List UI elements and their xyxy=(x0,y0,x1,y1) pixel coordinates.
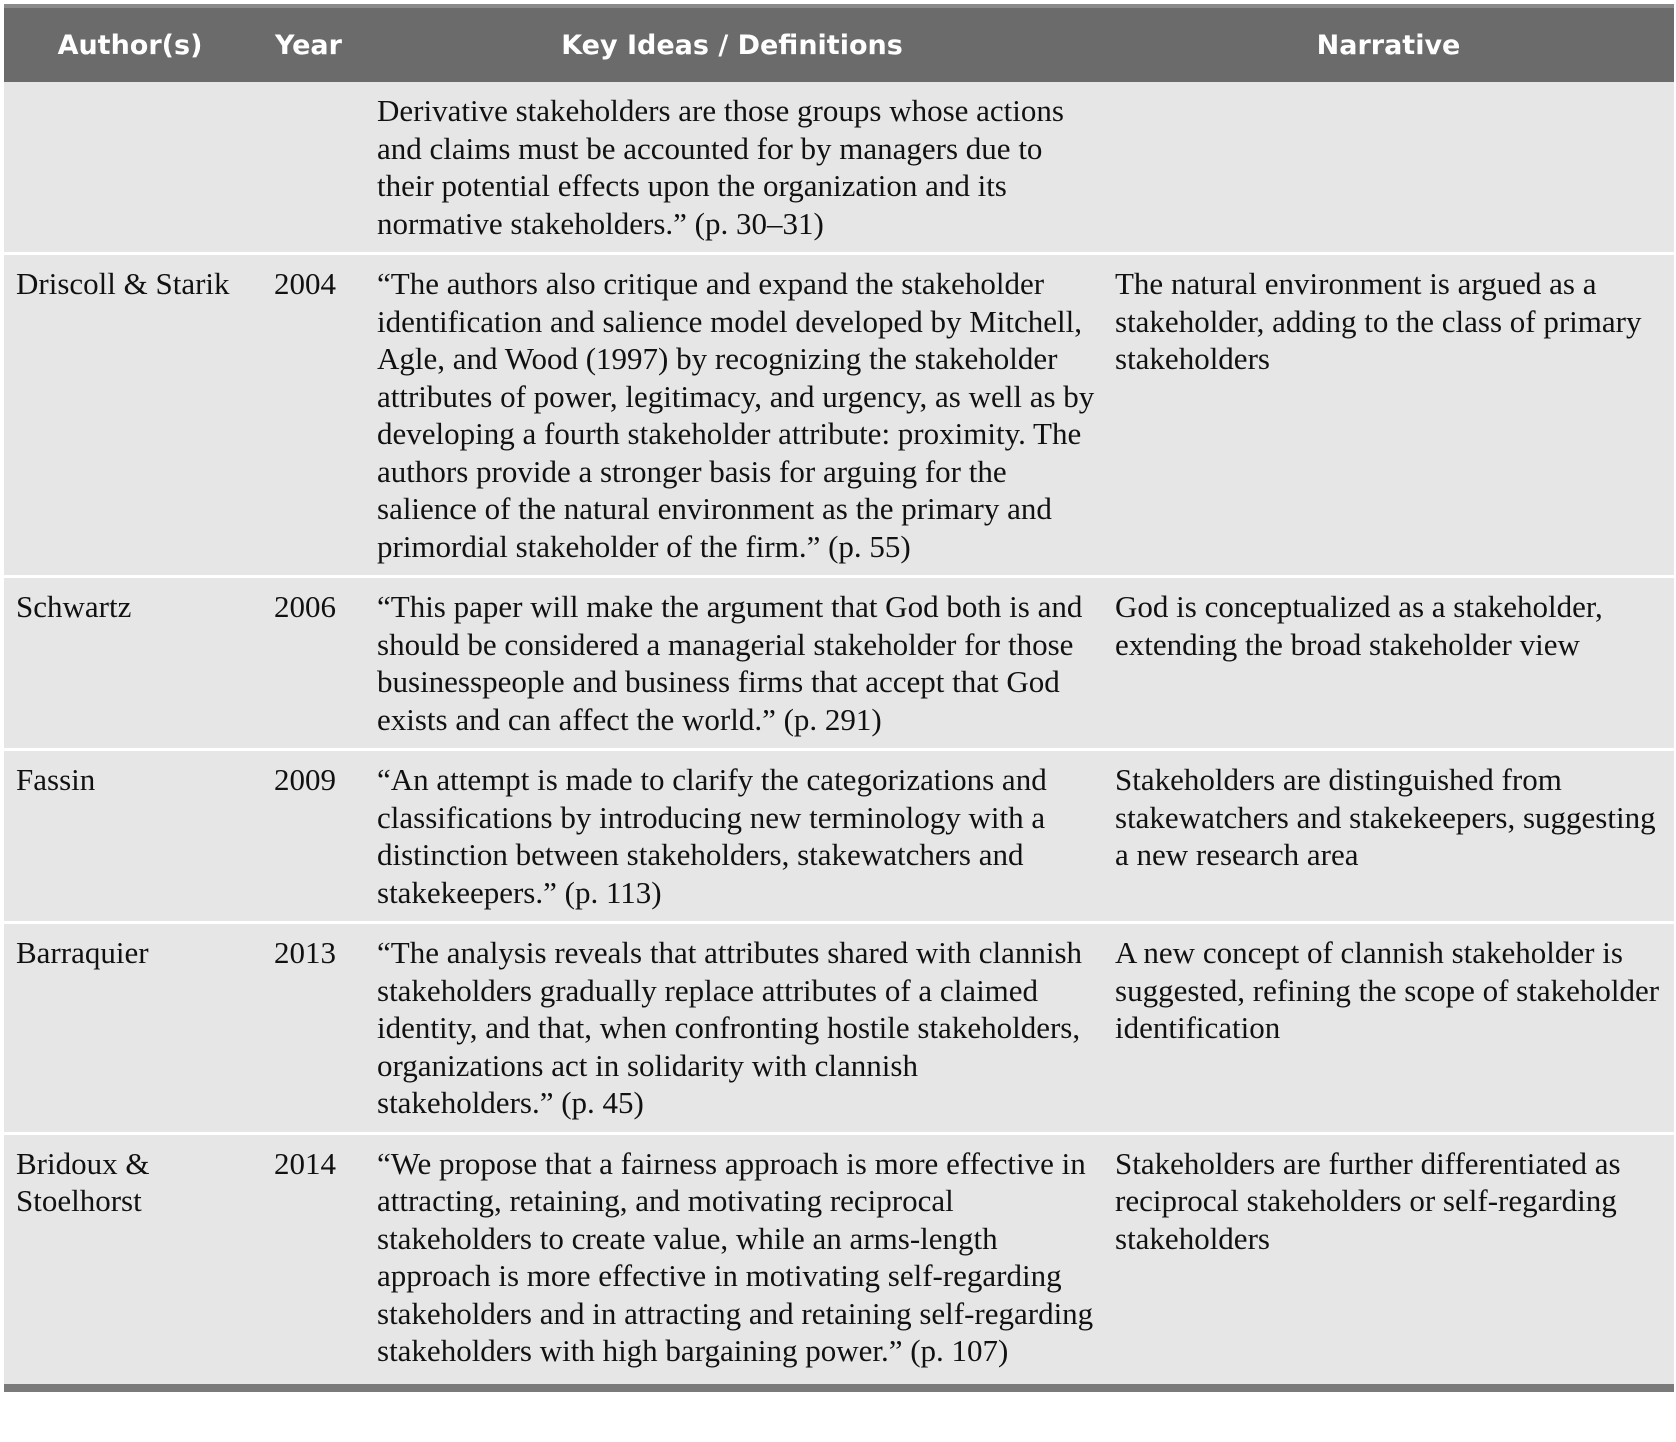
cell-narrative xyxy=(1103,82,1674,254)
cell-key-ideas: “This paper will make the argument that God both is and should be considered a managerial stakeholder for those businesspeople and business firms that accept that God exists and can affect the world.” (p. 291) xyxy=(361,577,1103,750)
stakeholder-literature-table xyxy=(4,4,1674,1384)
cell-author: Fassin xyxy=(4,750,256,923)
cell-narrative: The natural environment is argued as a stakeholder, adding to the class of primary stakeholders xyxy=(1103,254,1674,577)
cell-key-ideas: “We propose that a fairness approach is more effective in attracting, retaining, and motivating reciprocal stakeholders to create value, while an arms-length approach is more effective in motivating self-regarding stakeholders and in attracting and retaining self-regarding stakeholders with high bargaining power.” (p. 107) xyxy=(377,1145,1094,1368)
header-year: Year xyxy=(256,6,361,82)
cell-author: Barraquier xyxy=(4,923,256,1134)
table-bottom-rule xyxy=(4,1384,1674,1392)
header-author: Author(s) xyxy=(4,6,256,82)
cell-author: Driscoll & Starik xyxy=(4,254,256,577)
table-row xyxy=(4,82,1674,254)
cell-year: 2014 xyxy=(274,1145,336,1181)
cell-year: 2004 xyxy=(256,254,361,577)
table-body xyxy=(4,82,1674,1384)
cell-key-ideas: “An attempt is made to clarify the categorizations and classifications by introducing new terminology with a distinction between stakeholders, stakewatchers and stakekeepers.” (p. 113) xyxy=(361,750,1103,923)
cell-author xyxy=(4,82,256,254)
table-row xyxy=(4,254,1674,577)
cell-author: Bridoux & Stoelhorst xyxy=(16,1145,150,1218)
cell-key-ideas: Derivative stakeholders are those groups whose actions and claims must be accounted for by managers due to their potential effects upon the organization and its normative stakeholders.” (p. 30–31) xyxy=(361,82,1103,254)
cell-year: 2006 xyxy=(256,577,361,750)
literature-table-container xyxy=(4,4,1674,1392)
cell-key-ideas: “The authors also critique and expand the stakeholder identification and salience model developed by Mitchell, Agle, and Wood (1997) by recognizing the stakeholder attributes of power, legitimacy, and urgency, as well as by developing a fourth stakeholder attribute: proximity. The authors provide a stronger basis for arguing for the salience of the natural environment as the primary and primordial stakeholder of the firm.” (p. 55) xyxy=(361,254,1103,577)
header-key-ideas: Key Ideas / Definitions xyxy=(361,6,1103,82)
table-header xyxy=(4,6,1674,82)
table-row xyxy=(4,577,1674,750)
cell-author: Schwartz xyxy=(4,577,256,750)
cell-key-ideas: “The analysis reveals that attributes shared with clannish stakeholders gradually replace attributes of a claimed identity, and that, when confronting hostile stakeholders, organizations act in solidarity with clannish stakeholders.” (p. 45) xyxy=(361,923,1103,1134)
cell-year: 2009 xyxy=(256,750,361,923)
table-row xyxy=(4,923,1674,1134)
cell-narrative: Stakeholders are further differentiated as reciprocal stakeholders or self-regarding stakeholders xyxy=(1115,1145,1621,1256)
cell-narrative: God is conceptualized as a stakeholder, extending the broad stakeholder view xyxy=(1103,577,1674,750)
cell-narrative: A new concept of clannish stakeholder is suggested, refining the scope of stakeholder identification xyxy=(1103,923,1674,1134)
cell-narrative: Stakeholders are distinguished from stakewatchers and stakekeepers, suggesting a new research area xyxy=(1103,750,1674,923)
header-narrative: Narrative xyxy=(1103,6,1674,82)
table-row xyxy=(4,1133,1674,1384)
table-row xyxy=(4,750,1674,923)
header-row xyxy=(4,6,1674,82)
cell-year: 2013 xyxy=(256,923,361,1134)
cell-year xyxy=(256,82,361,254)
